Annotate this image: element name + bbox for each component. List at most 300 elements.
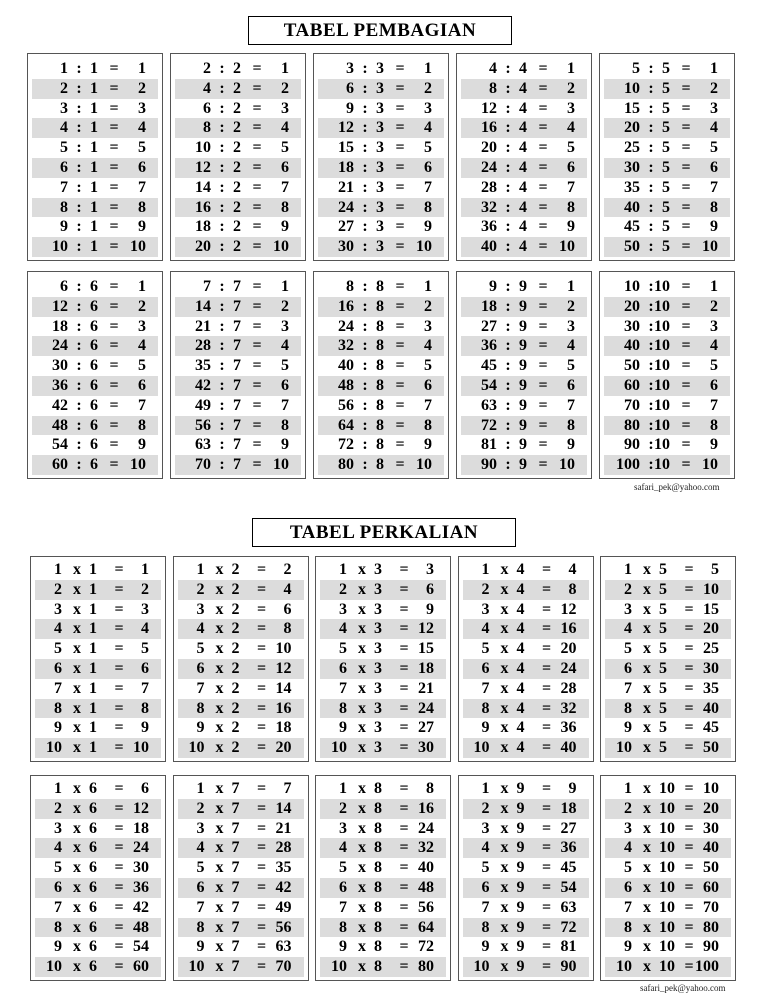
operand: 27 xyxy=(481,317,497,335)
result: 3 xyxy=(138,99,146,117)
operator: : xyxy=(219,119,225,137)
operand: 49 xyxy=(195,396,211,414)
operand-2: 5 xyxy=(662,238,670,256)
result: 3 xyxy=(281,317,289,335)
operand-2: 8 xyxy=(374,958,382,976)
result: 12 xyxy=(418,620,434,638)
equals: = xyxy=(681,456,691,474)
equals: = xyxy=(541,719,552,737)
result: 8 xyxy=(138,416,146,434)
result: 25 xyxy=(703,640,719,658)
equals: = xyxy=(541,918,552,936)
result: 80 xyxy=(703,918,719,936)
operand: 7 xyxy=(624,898,632,916)
table-row xyxy=(178,918,304,938)
operand: 3 xyxy=(339,600,347,618)
equals: = xyxy=(684,879,694,896)
result: 10 xyxy=(702,456,718,474)
operand-2: 10 xyxy=(654,396,670,414)
table-row xyxy=(461,396,587,416)
table-row xyxy=(604,79,730,99)
operator: : xyxy=(648,317,654,335)
operand-2: 7 xyxy=(231,839,240,857)
operand-2: 7 xyxy=(233,416,241,434)
operand-2: 9 xyxy=(516,879,525,896)
table-row xyxy=(463,718,589,738)
operand: 25 xyxy=(624,139,640,157)
operator: x xyxy=(73,640,81,658)
operand-2: 10 xyxy=(659,879,675,896)
result: 8 xyxy=(141,699,149,717)
multiplication-table-9 xyxy=(458,775,594,981)
operand-2: 10 xyxy=(654,337,670,355)
operator: : xyxy=(362,99,368,117)
operand-2: 6 xyxy=(90,436,98,454)
operand-2: 6 xyxy=(90,377,98,394)
operator: : xyxy=(505,238,511,256)
table-row xyxy=(604,237,730,257)
equals: = xyxy=(256,719,267,737)
operand: 10 xyxy=(46,739,62,757)
table-row xyxy=(32,396,158,416)
operand: 30 xyxy=(338,238,354,256)
equals: = xyxy=(681,396,691,414)
result: 4 xyxy=(283,580,292,598)
table-row xyxy=(605,819,731,839)
result: 1 xyxy=(424,278,432,295)
operand-2: 7 xyxy=(233,456,241,474)
operator: : xyxy=(362,178,368,196)
operator: : xyxy=(76,278,82,295)
table-row xyxy=(175,455,301,475)
table-row xyxy=(320,957,446,977)
equals: = xyxy=(538,377,548,394)
result: 45 xyxy=(703,719,719,737)
equals: = xyxy=(684,600,694,618)
table-row xyxy=(35,779,161,799)
operand: 6 xyxy=(481,660,490,677)
operand: 6 xyxy=(196,879,205,896)
operand-2: 3 xyxy=(374,660,382,677)
operand: 7 xyxy=(481,679,490,697)
operand-2: 1 xyxy=(89,660,97,677)
result: 42 xyxy=(133,898,149,916)
operand: 3 xyxy=(54,600,62,618)
operand-2: 6 xyxy=(89,879,97,896)
equals: = xyxy=(684,561,694,578)
operand-2: 1 xyxy=(90,178,98,196)
table-row xyxy=(35,858,161,878)
operand-2: 7 xyxy=(233,357,241,375)
table-row xyxy=(178,659,304,679)
operand-2: 1 xyxy=(89,580,97,598)
equals: = xyxy=(395,60,405,77)
equals: = xyxy=(681,159,691,176)
equals: = xyxy=(256,780,267,797)
operand-2: 9 xyxy=(516,958,525,976)
operand: 30 xyxy=(52,357,68,375)
operand: 72 xyxy=(481,416,497,434)
result: 1 xyxy=(138,278,146,295)
operand-2: 6 xyxy=(89,780,97,797)
operand: 10 xyxy=(331,958,347,976)
operand-2: 6 xyxy=(90,357,98,375)
result: 60 xyxy=(133,958,149,976)
table-row xyxy=(178,819,304,839)
operand: 4 xyxy=(489,60,497,77)
division-table-6 xyxy=(27,271,163,479)
result: 54 xyxy=(560,879,577,896)
operand: 7 xyxy=(54,898,62,916)
operand-2: 9 xyxy=(519,357,527,375)
result: 8 xyxy=(424,416,432,434)
result: 64 xyxy=(418,918,434,936)
table-row xyxy=(35,799,161,819)
table-row xyxy=(178,738,304,758)
result: 72 xyxy=(418,938,434,956)
equals: = xyxy=(109,159,119,176)
table-row xyxy=(605,918,731,938)
operand: 4 xyxy=(624,620,632,638)
equals: = xyxy=(399,561,409,578)
operand: 8 xyxy=(203,119,211,137)
operand-2: 1 xyxy=(90,119,98,137)
table-row xyxy=(320,918,446,938)
table-row xyxy=(175,356,301,376)
equals: = xyxy=(395,119,405,137)
result: 3 xyxy=(424,99,432,117)
multiplication-table-8 xyxy=(315,775,451,981)
operand: 2 xyxy=(54,580,62,598)
result: 36 xyxy=(133,879,149,896)
operator: x xyxy=(73,620,81,638)
table-row xyxy=(461,198,587,218)
operand: 60 xyxy=(624,377,640,394)
operand: 6 xyxy=(60,159,68,176)
result: 24 xyxy=(418,819,434,837)
operand-2: 2 xyxy=(231,719,240,737)
operand: 4 xyxy=(60,119,68,137)
operand: 45 xyxy=(624,218,640,236)
equals: = xyxy=(684,719,694,737)
equals: = xyxy=(681,60,691,77)
equals: = xyxy=(109,377,119,394)
table-row xyxy=(178,639,304,659)
operand-2: 7 xyxy=(233,377,241,394)
table-row xyxy=(35,699,161,719)
equals: = xyxy=(256,640,267,658)
operand-2: 4 xyxy=(519,218,527,236)
operand-2: 4 xyxy=(519,238,527,256)
operand-2: 1 xyxy=(90,139,98,157)
operand: 6 xyxy=(54,660,62,677)
table-row xyxy=(320,699,446,719)
operator: : xyxy=(505,317,511,335)
result: 56 xyxy=(275,918,292,936)
equals: = xyxy=(684,799,694,817)
operator: x xyxy=(358,859,366,877)
operand-2: 1 xyxy=(89,699,97,717)
operand-2: 2 xyxy=(233,60,241,77)
operand: 8 xyxy=(346,278,354,295)
table-row xyxy=(604,376,730,396)
operand: 7 xyxy=(60,178,68,196)
operand: 5 xyxy=(60,139,68,157)
operator: : xyxy=(505,178,511,196)
result: 2 xyxy=(138,79,146,97)
equals: = xyxy=(681,139,691,157)
operand-2: 8 xyxy=(376,456,384,474)
operand-2: 1 xyxy=(90,99,98,117)
operator: x xyxy=(215,839,224,857)
operator: : xyxy=(505,357,511,375)
operand: 10 xyxy=(188,739,205,757)
operand-2: 5 xyxy=(659,699,667,717)
table-row xyxy=(604,59,730,79)
result: 4 xyxy=(424,337,432,355)
operand-2: 3 xyxy=(374,719,382,737)
equals: = xyxy=(395,178,405,196)
result: 9 xyxy=(281,436,289,454)
operator: x xyxy=(643,620,651,638)
table-row xyxy=(35,580,161,600)
equals: = xyxy=(399,898,409,916)
operand: 8 xyxy=(196,918,205,936)
result: 21 xyxy=(275,819,292,837)
result: 6 xyxy=(138,159,146,176)
operand-2: 2 xyxy=(233,178,241,196)
table-row xyxy=(605,659,731,679)
equals: = xyxy=(538,396,548,414)
operator: : xyxy=(76,119,82,137)
equals: = xyxy=(109,317,119,335)
result: 16 xyxy=(275,699,292,717)
operand: 4 xyxy=(54,839,62,857)
table-row xyxy=(461,356,587,376)
equals: = xyxy=(252,278,262,295)
result: 15 xyxy=(703,600,719,618)
result: 15 xyxy=(418,640,434,658)
operator: x xyxy=(358,580,366,598)
result: 42 xyxy=(275,879,292,896)
operand: 12 xyxy=(481,99,497,117)
operand-2: 5 xyxy=(659,660,667,677)
operator: x xyxy=(500,819,509,837)
operand-2: 10 xyxy=(659,799,675,817)
result: 7 xyxy=(424,178,432,196)
operand-2: 8 xyxy=(376,396,384,414)
table-row xyxy=(35,560,161,580)
result: 1 xyxy=(710,60,718,77)
result: 30 xyxy=(703,819,719,837)
table-row xyxy=(175,297,301,317)
table-row xyxy=(320,799,446,819)
operand: 1 xyxy=(624,780,632,797)
result: 1 xyxy=(138,60,146,77)
table-row xyxy=(461,99,587,119)
result: 8 xyxy=(710,416,718,434)
result: 8 xyxy=(424,198,432,216)
operand-2: 9 xyxy=(519,317,527,335)
equals: = xyxy=(395,396,405,414)
operand: 48 xyxy=(338,377,354,394)
operand-2: 4 xyxy=(516,719,525,737)
equals: = xyxy=(395,99,405,117)
result: 2 xyxy=(141,580,149,598)
operator: : xyxy=(219,377,225,394)
operand: 2 xyxy=(60,79,68,97)
table-row xyxy=(178,898,304,918)
result: 10 xyxy=(130,238,146,256)
equals: = xyxy=(252,139,262,157)
table-row xyxy=(605,560,731,580)
operator: : xyxy=(76,436,82,454)
table-row xyxy=(604,416,730,436)
operand-2: 9 xyxy=(519,396,527,414)
result: 6 xyxy=(138,377,146,394)
equals: = xyxy=(541,600,552,618)
equals: = xyxy=(538,139,548,157)
operand-2: 3 xyxy=(374,561,382,578)
operand: 2 xyxy=(624,799,632,817)
operand: 10 xyxy=(195,139,211,157)
operator: x xyxy=(500,699,509,717)
operand-2: 10 xyxy=(659,780,675,797)
operator: x xyxy=(358,660,366,677)
operand-2: 7 xyxy=(233,317,241,335)
operator: : xyxy=(219,79,225,97)
result: 4 xyxy=(424,119,432,137)
operator: x xyxy=(500,620,509,638)
operator: x xyxy=(500,938,509,956)
operand-2: 8 xyxy=(376,297,384,315)
equals: = xyxy=(538,79,548,97)
result: 5 xyxy=(141,640,149,658)
table-row xyxy=(463,957,589,977)
operator: x xyxy=(500,859,509,877)
operand-2: 8 xyxy=(376,416,384,434)
table-row xyxy=(604,317,730,337)
result: 5 xyxy=(567,357,575,375)
equals: = xyxy=(114,660,124,677)
table-row xyxy=(175,435,301,455)
result: 8 xyxy=(710,198,718,216)
table-row xyxy=(178,878,304,898)
result: 9 xyxy=(710,218,718,236)
table-row xyxy=(463,799,589,819)
equals: = xyxy=(541,799,552,817)
operand: 6 xyxy=(196,660,205,677)
operand-2: 7 xyxy=(233,278,241,295)
table-row xyxy=(320,878,446,898)
result: 28 xyxy=(560,679,577,697)
operand-2: 10 xyxy=(654,317,670,335)
operator: x xyxy=(500,780,509,797)
equals: = xyxy=(252,396,262,414)
operand-2: 10 xyxy=(659,918,675,936)
equals: = xyxy=(538,60,548,77)
operator: x xyxy=(215,898,224,916)
table-row xyxy=(320,738,446,758)
operator: : xyxy=(505,119,511,137)
multiplication-title: TABEL PERKALIAN xyxy=(252,518,516,547)
operator: : xyxy=(76,396,82,414)
equals: = xyxy=(395,317,405,335)
operator: : xyxy=(76,456,82,474)
operand: 10 xyxy=(616,958,632,976)
operand-2: 7 xyxy=(231,879,240,896)
table-row xyxy=(463,918,589,938)
operator: x xyxy=(500,799,509,817)
operand-2: 4 xyxy=(516,620,525,638)
table-row xyxy=(320,580,446,600)
result: 32 xyxy=(560,699,577,717)
table-row xyxy=(320,819,446,839)
table-row xyxy=(175,277,301,297)
operand: 30 xyxy=(624,317,640,335)
operand-2: 8 xyxy=(374,938,382,956)
table-row xyxy=(318,416,444,436)
operator: x xyxy=(215,739,224,757)
operand: 3 xyxy=(346,60,354,77)
result: 5 xyxy=(424,139,432,157)
table-row xyxy=(178,957,304,977)
result: 8 xyxy=(426,780,434,797)
result: 40 xyxy=(418,859,434,877)
result: 5 xyxy=(138,357,146,375)
operand-2: 8 xyxy=(374,839,382,857)
operator: x xyxy=(643,679,651,697)
result: 4 xyxy=(568,561,577,578)
operator: x xyxy=(500,600,509,618)
operand-2: 3 xyxy=(374,620,382,638)
result: 20 xyxy=(703,799,719,817)
table-row xyxy=(35,718,161,738)
equals: = xyxy=(114,739,124,757)
table-row xyxy=(35,957,161,977)
operand-2: 5 xyxy=(662,99,670,117)
table-row xyxy=(604,178,730,198)
table-row xyxy=(461,455,587,475)
operand: 5 xyxy=(481,640,490,658)
operand: 5 xyxy=(196,859,205,877)
operand-2: 6 xyxy=(90,297,98,315)
operand: 10 xyxy=(473,739,490,757)
result: 24 xyxy=(133,839,149,857)
operand-2: 8 xyxy=(374,898,382,916)
operator: : xyxy=(76,377,82,394)
operand: 24 xyxy=(481,159,497,176)
equals: = xyxy=(541,679,552,697)
multiplication-table-1 xyxy=(30,556,166,762)
equals: = xyxy=(395,139,405,157)
operand-2: 5 xyxy=(659,679,667,697)
result: 10 xyxy=(130,456,146,474)
result: 45 xyxy=(560,859,577,877)
operator: x xyxy=(500,879,509,896)
equals: = xyxy=(114,898,124,916)
operator: x xyxy=(358,918,366,936)
operator: : xyxy=(362,238,368,256)
operator: x xyxy=(643,799,651,817)
equals: = xyxy=(681,218,691,236)
operator: x xyxy=(358,898,366,916)
result: 100 xyxy=(695,958,719,976)
operand: 6 xyxy=(346,79,354,97)
equals: = xyxy=(541,898,552,916)
operand-2: 3 xyxy=(374,600,382,618)
result: 9 xyxy=(138,218,146,236)
